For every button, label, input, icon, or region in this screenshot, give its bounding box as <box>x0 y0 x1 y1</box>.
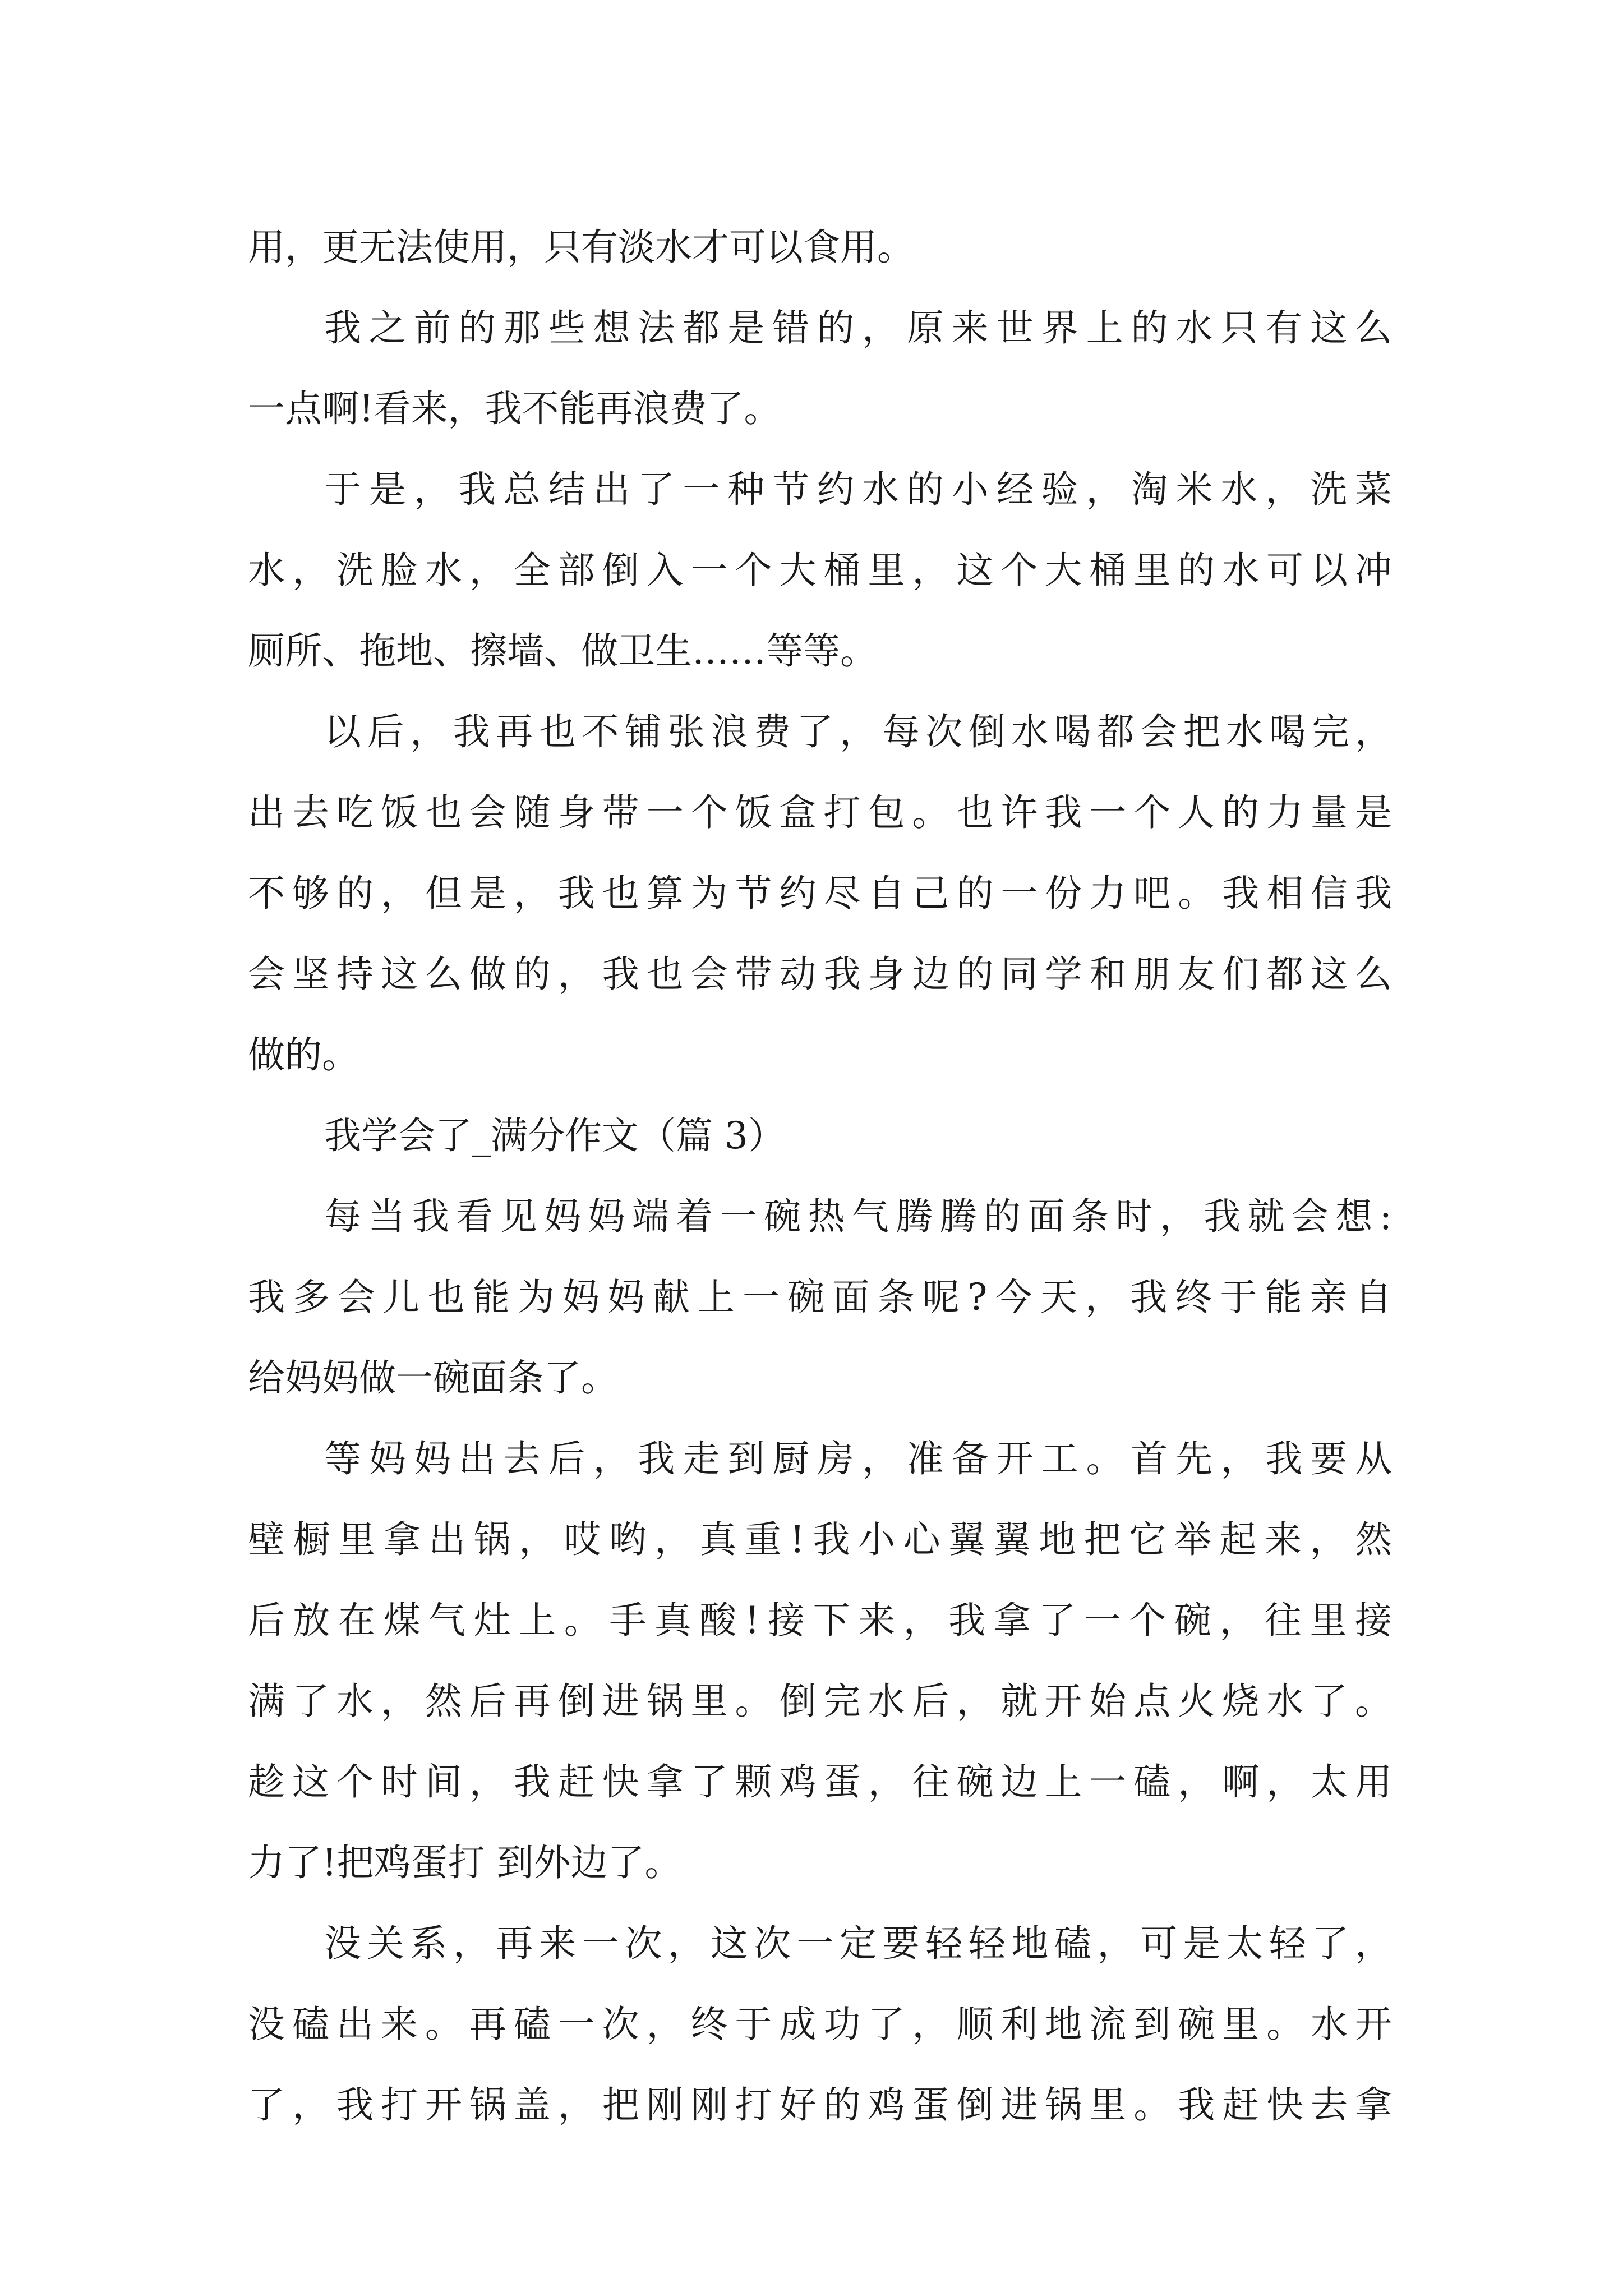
text-line: 做的。 <box>248 1033 359 1076</box>
text-line: 满了水，然后再倒进锅里。倒完水后，就开始点火烧水了。 <box>248 1680 1392 1723</box>
text-line: 用，更无法使用，只有淡水才可以食用。 <box>248 226 914 269</box>
text-line: 给妈妈做一碗面条了。 <box>248 1356 618 1400</box>
text-line: 力了!把鸡蛋打 到外边了。 <box>248 1841 682 1884</box>
text-line: 不够的，但是，我也算为节约尽自己的一份力吧。我相信我 <box>248 872 1392 915</box>
text-line: 一点啊!看来，我不能再浪费了。 <box>248 387 781 430</box>
paragraph-start-line: 我之前的那些想法都是错的，原来世界上的水只有这么 <box>324 306 1392 349</box>
text-line: 没磕出来。再磕一次，终于成功了，顺利地流到碗里。水开 <box>248 2003 1392 2046</box>
text-line: 水，洗脸水，全部倒入一个大桶里，这个大桶里的水可以冲 <box>248 549 1392 592</box>
text-line: 壁橱里拿出锅，哎哟，真重!我小心翼翼地把它举起来，然 <box>248 1518 1392 1561</box>
text-line: 我多会儿也能为妈妈献上一碗面条呢?今天，我终于能亲自 <box>248 1276 1392 1319</box>
paragraph-start-line: 没关系，再来一次，这次一定要轻轻地磕，可是太轻了， <box>324 1922 1392 1965</box>
section-heading: 我学会了_满分作文（篇 3） <box>324 1114 785 1157</box>
paragraph-start-line: 以后，我再也不铺张浪费了，每次倒水喝都会把水喝完， <box>324 710 1392 753</box>
text-line: 了，我打开锅盖，把刚刚打好的鸡蛋倒进锅里。我赶快去拿 <box>248 2083 1392 2127</box>
paragraph-start-line: 于是，我总结出了一种节约水的小经验，淘米水，洗菜 <box>324 468 1392 511</box>
text-line: 趁这个时间，我赶快拿了颗鸡蛋，往碗边上一磕，啊，太用 <box>248 1760 1392 1803</box>
paragraph-start-line: 每当我看见妈妈端着一碗热气腾腾的面条时，我就会想: <box>324 1195 1392 1238</box>
text-line: 出去吃饭也会随身带一个饭盒打包。也许我一个人的力量是 <box>248 791 1392 834</box>
text-line: 会坚持这么做的，我也会带动我身边的同学和朋友们都这么 <box>248 953 1392 996</box>
paragraph-start-line: 等妈妈出去后，我走到厨房，准备开工。首先，我要从 <box>324 1437 1392 1480</box>
text-line: 厕所、拖地、擦墙、做卫生……等等。 <box>248 629 877 673</box>
text-line: 后放在煤气灶上。手真酸!接下来，我拿了一个碗，往里接 <box>248 1599 1392 1642</box>
